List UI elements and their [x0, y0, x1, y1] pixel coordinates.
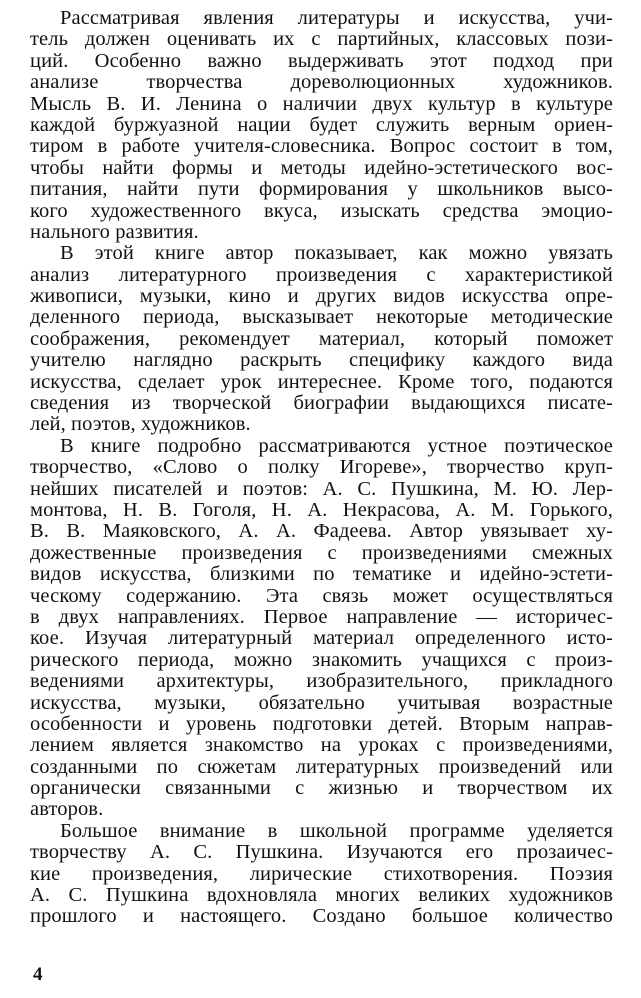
text-line: учителю наглядно раскрыть специфику каждого вида: [30, 349, 613, 372]
text-line: В книге подробно рассматриваются устное поэтическое: [60, 434, 613, 457]
text-line: питания, найти пути формирования у школьников высо-: [30, 178, 613, 201]
text-line: нейших писателей и поэтов: А. С. Пушкина, М. Ю. Лер-: [30, 477, 613, 500]
text-line: кое. Изучая литературный материал определенного исто-: [30, 627, 613, 650]
text-line: Рассматривая явления литературы и искусства, учи-: [60, 7, 613, 29]
text-line: тель должен оценивать их с партийных, классовых пози-: [30, 28, 613, 51]
text-line: каждой буржуазной нации будет служить верным ориен-: [30, 113, 613, 136]
text-line: нального развития.: [30, 220, 199, 243]
page-body: [30, 8, 613, 928]
paragraph-4: [30, 821, 613, 928]
text-line: монтова, Н. В. Гоголя, Н. А. Некрасова, А. М. Горького,: [30, 498, 613, 521]
text-line: ведениями архитектуры, изобразительного, прикладного: [30, 670, 613, 693]
text-line: лением является знакомство на уроках с произведениями,: [30, 734, 613, 757]
text-line: В этой книге автор показывает, как можно увязать: [60, 242, 613, 265]
text-line: видов искусства, близкими по тематике и идейно-эстети-: [30, 563, 613, 586]
text-line: творчество, «Слово о полку Игореве», творчество круп-: [30, 456, 613, 479]
text-line: ций. Особенно важно выдерживать этот подход при: [30, 49, 613, 72]
text-line: деленного периода, высказывает некоторые методические: [30, 306, 613, 329]
text-line: искусства, сделает урок интереснее. Кроме того, подаются: [30, 370, 613, 393]
text-line: творчеству А. С. Пушкина. Изучаются его прозаичес-: [30, 841, 613, 864]
text-line: рического периода, можно знакомить учащихся с произ-: [30, 648, 613, 671]
paragraph-2: [30, 243, 613, 436]
text-line: сведения из творческой биографии выдающихся писате-: [30, 392, 613, 415]
text-line: соображения, рекомендует материал, который поможет: [30, 327, 613, 350]
text-line: ческому содержанию. Эта связь может осуществляться: [30, 584, 613, 607]
text-line: кие произведения, лирические стихотворения. Поэзия: [30, 862, 613, 885]
text-line: Мысль В. И. Ленина о наличии двух культур в культуре: [30, 92, 613, 115]
text-line: В. В. Маяковского, А. А. Фадеева. Автор увязывает ху-: [30, 520, 613, 543]
text-line: в двух направлениях. Первое направление — историчес-: [30, 605, 613, 628]
paragraph-1: [30, 8, 613, 243]
text-line: А. С. Пушкина вдохновляла многих великих художников: [30, 884, 613, 907]
text-line: живописи, музыки, кино и других видов искусства опре-: [30, 285, 613, 308]
text-line: лей, поэтов, художников.: [30, 413, 251, 436]
paragraph-3: [30, 436, 613, 821]
text-line: особенности и уровень подготовки детей. Вторым направ-: [30, 712, 613, 735]
text-line: анализе творчества дореволюционных художников.: [30, 71, 613, 94]
text-line: дожественные произведения с произведениями смежных: [30, 541, 613, 564]
text-line: анализ литературного произведения с характеристикой: [30, 263, 613, 286]
text-line: чтобы найти формы и методы идейно-эстетического вос-: [30, 156, 613, 179]
text-line: кого художественного вкуса, изыскать средства эмоцио-: [30, 199, 613, 222]
text-line: тиром в работе учителя-словесника. Вопрос состоит в том,: [30, 135, 613, 158]
text-line: прошлого и настоящего. Создано большое количество: [30, 905, 613, 928]
text-line: созданными по сюжетам литературных произведений или: [30, 755, 613, 778]
text-line: органически связанными с жизнью и творчеством их: [30, 777, 613, 800]
text-line: Большое внимание в школьной программе уделяется: [60, 819, 613, 842]
text-line: авторов.: [30, 798, 104, 821]
page-number: 4: [33, 964, 43, 985]
text-line: искусства, музыки, обязательно учитывая возрастные: [30, 691, 613, 714]
